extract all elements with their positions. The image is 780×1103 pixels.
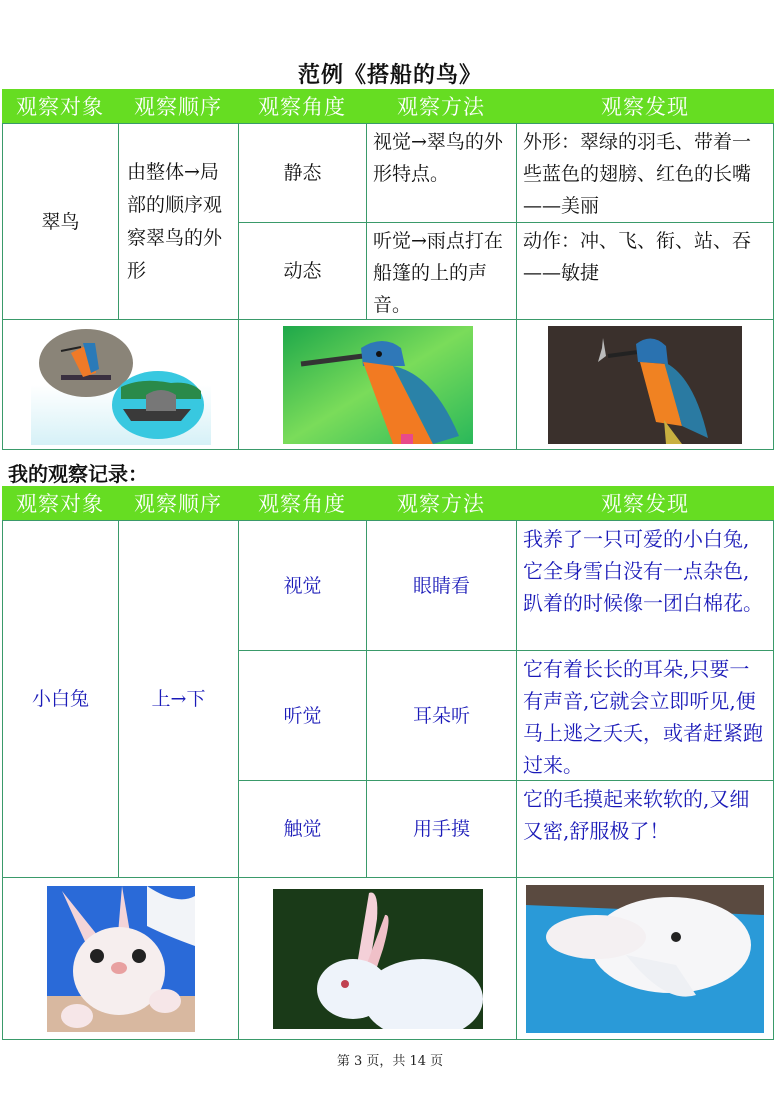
example-angle-dynamic: 动态: [238, 222, 367, 320]
page-title: 范例《搭船的鸟》: [297, 62, 482, 88]
record-angle-hearing: 听觉: [238, 650, 367, 781]
header-method: 观察方法: [366, 89, 516, 123]
section-label: 我的观察记录：: [8, 462, 148, 486]
example-finding-static: 外形：翠绿的羽毛、带着一些蓝色的翅膀、红色的长嘴——美丽: [516, 123, 774, 223]
header-angle: 观察角度: [238, 89, 366, 123]
record-finding-hearing: 它有着长长的耳朵,只要一有声音,它就会立即听见,便马上逃之夭夭，或者赶紧跑过来。: [516, 650, 774, 781]
header-object: 观察对象: [2, 89, 118, 123]
example-method-dynamic: 听觉→雨点打在船篷的上的声音。: [366, 222, 517, 320]
cartoon-bunny-image: [47, 886, 195, 1032]
kingfisher-fish-image: [548, 326, 742, 444]
example-finding-dynamic: 动作：冲、飞、衔、站、吞——敏捷: [516, 222, 774, 320]
kingfisher-green-image: [283, 326, 473, 444]
kingfisher-collage-image: [21, 325, 221, 445]
example-angle-static: 静态: [238, 123, 367, 223]
record-image-cell-3: [516, 877, 774, 1040]
example-image-cell-1: [2, 319, 239, 450]
example-method-static: 视觉→翠鸟的外形特点。: [366, 123, 517, 223]
white-rabbit-image: [273, 889, 483, 1029]
header-order: 观察顺序: [118, 89, 238, 123]
record-finding-sight: 我养了一只可爱的小白兔,它全身雪白没有一点杂色,趴着的时候像一团白棉花。: [516, 520, 774, 651]
header-finding: 观察发现: [516, 89, 774, 123]
example-image-cell-3: [516, 319, 774, 450]
record-image-cell-1: [2, 877, 239, 1040]
record-angle-sight: 视觉: [238, 520, 367, 651]
record-image-cell-2: [238, 877, 517, 1040]
record-finding-touch: 它的毛摸起来软软的,又细又密,舒服极了！: [516, 780, 774, 878]
page-number: 第 3 页，共 14 页: [336, 1054, 444, 1069]
example-object: 翠鸟: [2, 123, 119, 320]
record-angle-touch: 触觉: [238, 780, 367, 878]
record-header-finding: 观察发现: [516, 486, 774, 520]
record-header-object: 观察对象: [2, 486, 118, 520]
white-rabbit-blanket-image: [526, 885, 764, 1033]
record-header-method: 观察方法: [366, 486, 516, 520]
record-order: 上→下: [118, 520, 239, 878]
record-method-touch: 用手摸: [366, 780, 517, 878]
record-header-angle: 观察角度: [238, 486, 366, 520]
example-image-cell-2: [238, 319, 517, 450]
record-object: 小白兔: [2, 520, 119, 878]
record-header-order: 观察顺序: [118, 486, 238, 520]
record-method-hearing: 耳朵听: [366, 650, 517, 781]
example-order: 由整体→局部的顺序观察翠鸟的外形: [118, 123, 239, 320]
record-method-sight: 眼睛看: [366, 520, 517, 651]
